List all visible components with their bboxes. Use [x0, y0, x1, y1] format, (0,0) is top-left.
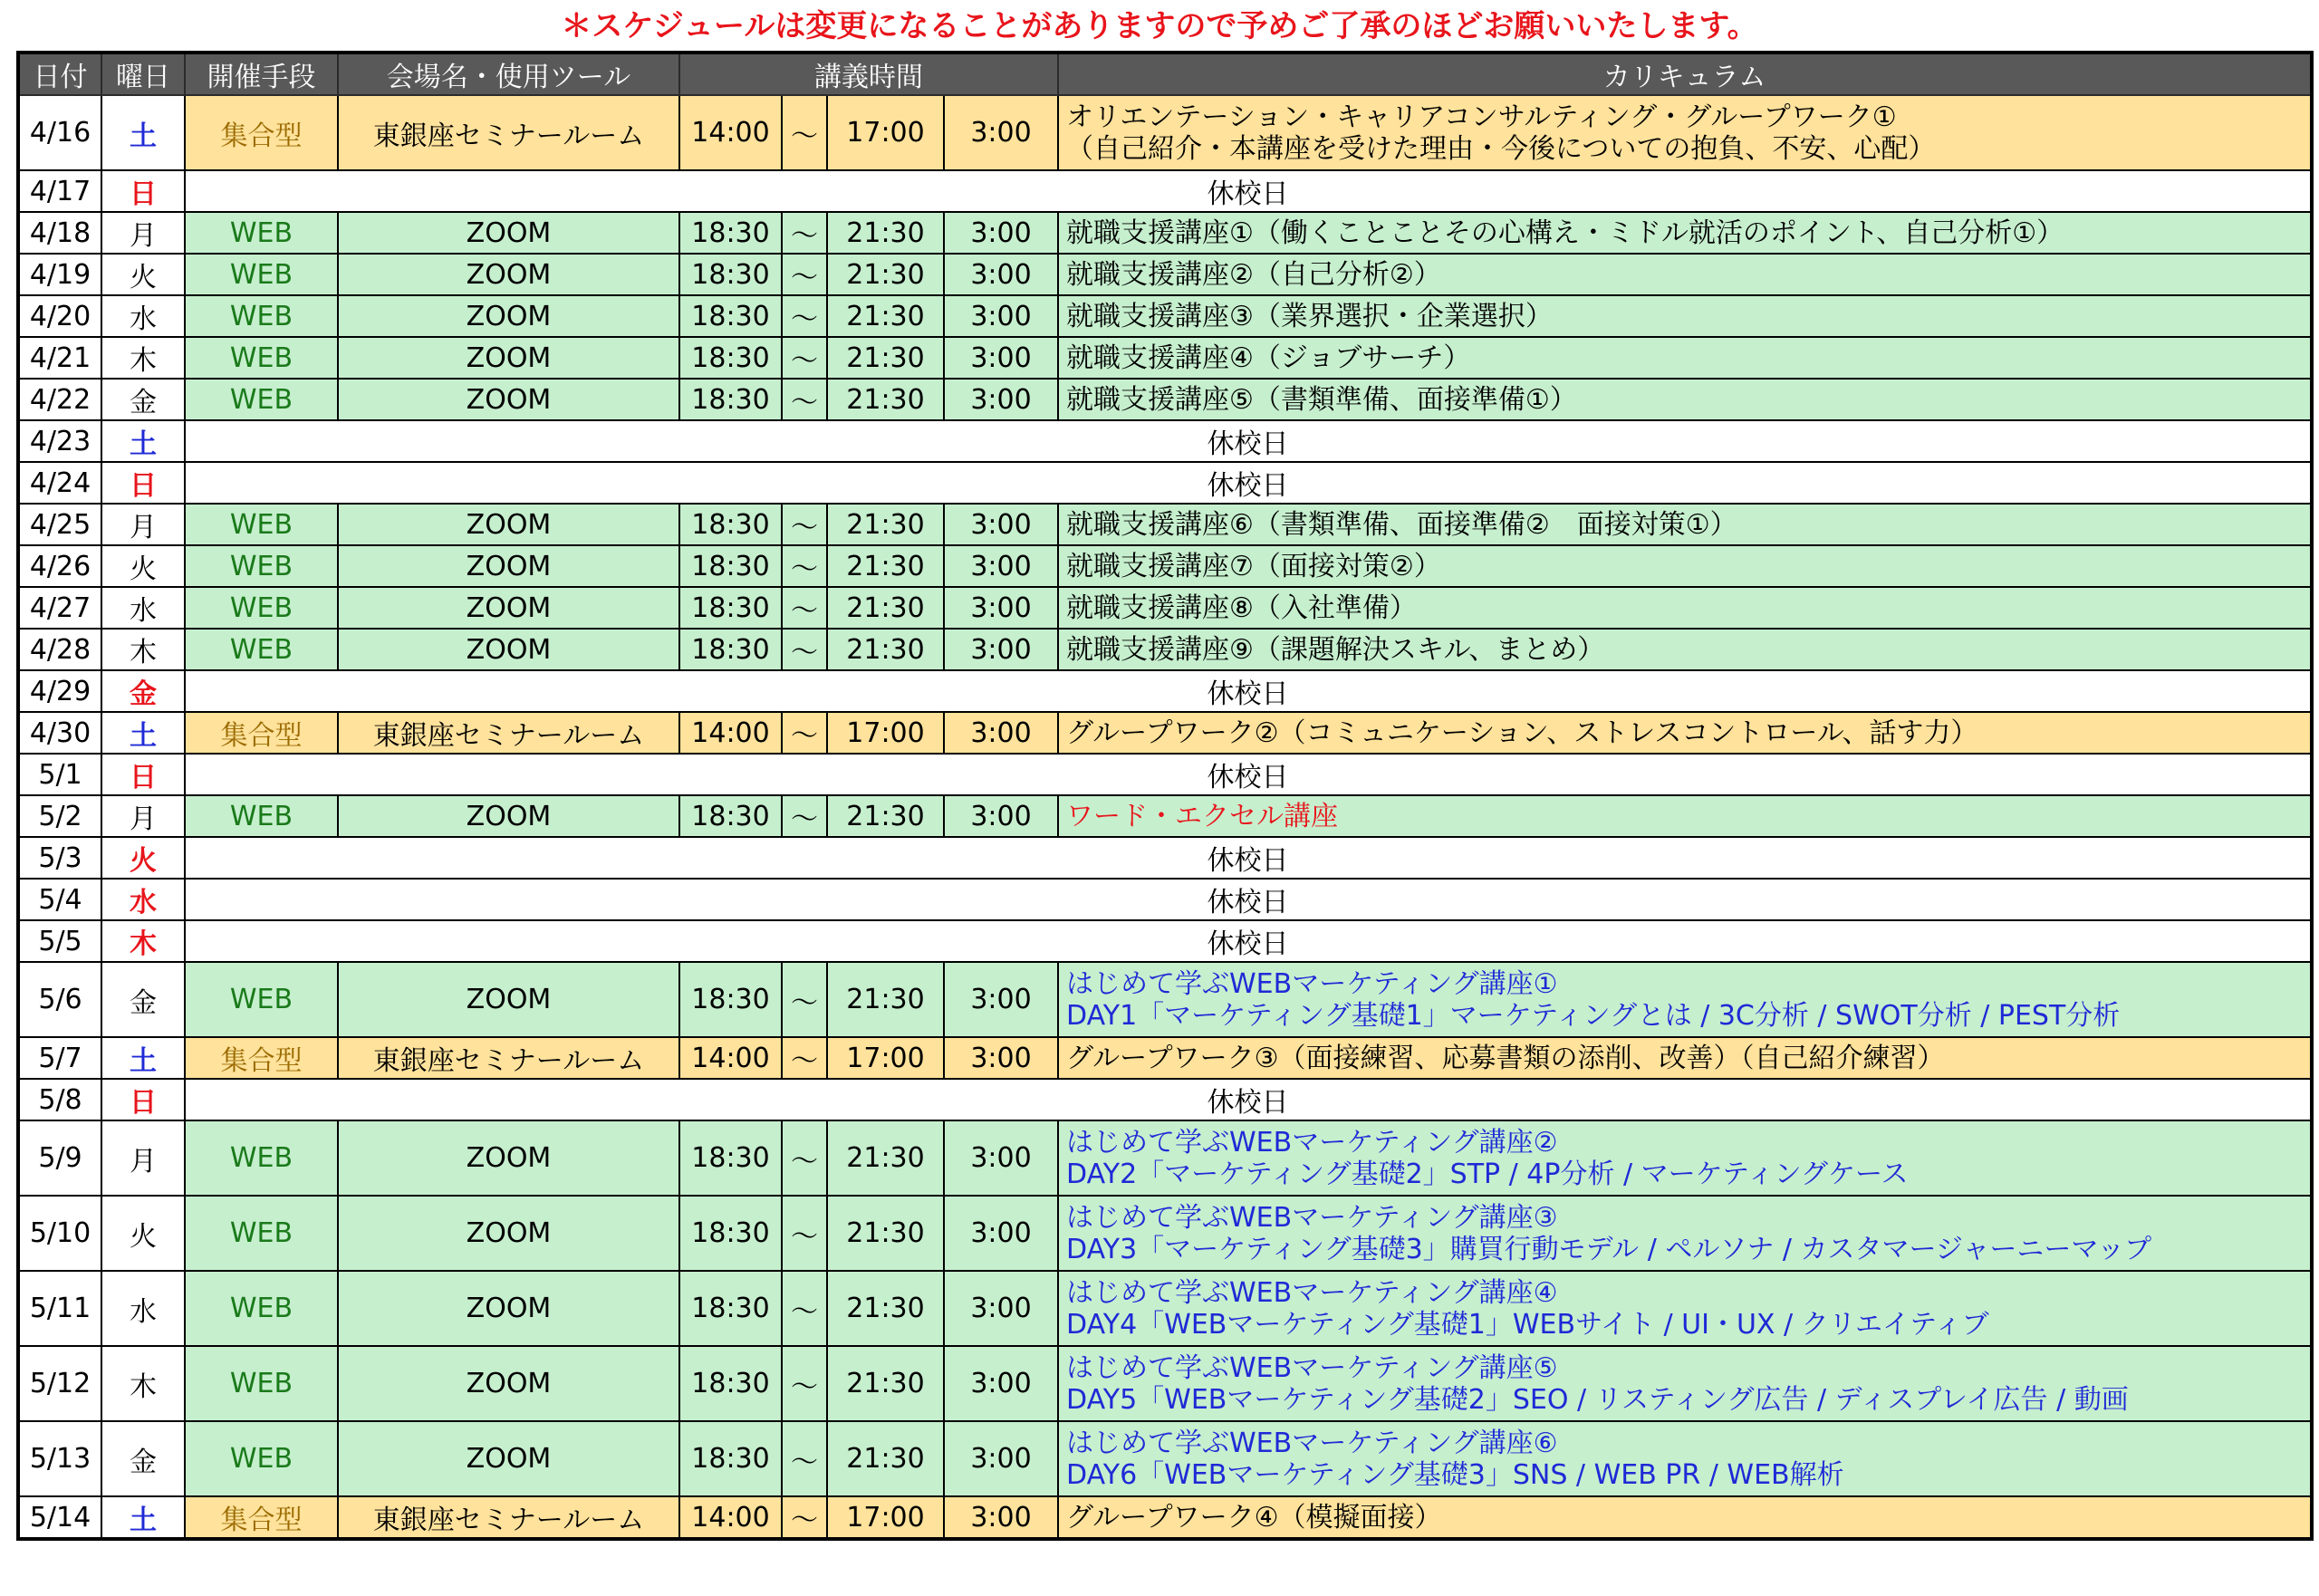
row-end-time: 21:30: [827, 504, 944, 545]
row-duration: 3:00: [944, 795, 1058, 837]
row-day: 土: [101, 1037, 185, 1079]
row-end-time: 17:00: [827, 1496, 944, 1539]
row-date: 5/10: [18, 1196, 101, 1271]
row-start-time: 14:00: [679, 1037, 782, 1079]
row-venue: 東銀座セミナールーム: [338, 1496, 679, 1539]
row-time-separator: ～: [782, 295, 827, 337]
curriculum-line: はじめて学ぶWEBマーケティング講座⑥: [1066, 1427, 1558, 1459]
row-method: WEB: [185, 962, 338, 1037]
table-row: [18, 295, 2312, 337]
row-duration: 3:00: [944, 337, 1058, 379]
row-end-time: 21:30: [827, 212, 944, 254]
row-duration: 3:00: [944, 629, 1058, 670]
row-method: 集合型: [185, 95, 338, 170]
table-row: [18, 337, 2312, 379]
schedule-change-notice: ＊スケジュールは変更になることがありますので予めご了承のほどお願いいたします。: [561, 8, 1758, 44]
table-row: [18, 1496, 2312, 1539]
row-method: WEB: [185, 295, 338, 337]
row-date: 4/27: [18, 587, 101, 629]
row-time-separator: ～: [782, 1346, 827, 1421]
row-start-time: 18:30: [679, 212, 782, 254]
row-method: WEB: [185, 337, 338, 379]
row-time-separator: ～: [782, 587, 827, 629]
curriculum-line: はじめて学ぶWEBマーケティング講座①: [1066, 967, 1558, 1000]
row-end-time: 21:30: [827, 379, 944, 420]
row-method: 集合型: [185, 1496, 338, 1539]
row-duration: 3:00: [944, 1421, 1058, 1496]
curriculum-line: DAY1「マーケティング基礎1」マーケティングとは / 3C分析 / SWOT分析 / PEST分析: [1066, 999, 2121, 1032]
table-row: [18, 795, 2312, 837]
row-curriculum: [1058, 1271, 2312, 1346]
row-day: 火: [101, 837, 185, 879]
row-date: 4/19: [18, 254, 101, 295]
row-method: WEB: [185, 254, 338, 295]
row-day: 土: [101, 1496, 185, 1539]
row-duration: 3:00: [944, 1037, 1058, 1079]
table-row: [18, 1421, 2312, 1496]
row-day: 火: [101, 545, 185, 587]
row-start-time: 18:30: [679, 587, 782, 629]
row-method: WEB: [185, 1346, 338, 1421]
row-date: 4/20: [18, 295, 101, 337]
row-venue: ZOOM: [338, 1346, 679, 1421]
row-day: 日: [101, 1079, 185, 1120]
row-venue: ZOOM: [338, 337, 679, 379]
row-end-time: 21:30: [827, 1271, 944, 1346]
row-start-time: 18:30: [679, 1271, 782, 1346]
row-end-time: 21:30: [827, 629, 944, 670]
row-end-time: 17:00: [827, 95, 944, 170]
row-venue: ZOOM: [338, 795, 679, 837]
curriculum-line: 就職支援講座③（業界選択・企業選択）: [1066, 300, 1553, 332]
row-date: 4/23: [18, 420, 101, 462]
holiday-cell: 休校日: [185, 1079, 2312, 1120]
row-curriculum: [1058, 545, 2312, 587]
schedule-body: [18, 95, 2312, 1539]
table-row: [18, 754, 2312, 795]
row-duration: 3:00: [944, 587, 1058, 629]
curriculum-line: DAY3「マーケティング基礎3」購買行動モデル / ペルソナ / カスタマージャーニーマップ: [1066, 1233, 2152, 1265]
row-day: 火: [101, 254, 185, 295]
row-date: 4/25: [18, 504, 101, 545]
row-end-time: 21:30: [827, 545, 944, 587]
row-venue: ZOOM: [338, 254, 679, 295]
row-date: 4/28: [18, 629, 101, 670]
row-method: WEB: [185, 1120, 338, 1196]
holiday-cell: 休校日: [185, 879, 2312, 920]
row-venue: ZOOM: [338, 962, 679, 1037]
row-day: 木: [101, 337, 185, 379]
row-date: 5/9: [18, 1120, 101, 1196]
row-curriculum: [1058, 1196, 2312, 1271]
header-row: [18, 53, 2312, 95]
row-start-time: 18:30: [679, 1196, 782, 1271]
table-row: [18, 1037, 2312, 1079]
table-row: [18, 170, 2312, 212]
table-row: [18, 1196, 2312, 1271]
row-date: 5/1: [18, 754, 101, 795]
row-date: 4/18: [18, 212, 101, 254]
row-curriculum: [1058, 1120, 2312, 1196]
row-start-time: 18:30: [679, 1346, 782, 1421]
row-venue: ZOOM: [338, 1421, 679, 1496]
row-day: 木: [101, 1346, 185, 1421]
curriculum-line: はじめて学ぶWEBマーケティング講座②: [1066, 1126, 1558, 1159]
table-row: [18, 462, 2312, 504]
curriculum-line: 就職支援講座⑨（課題解決スキル、まとめ）: [1066, 633, 1605, 666]
holiday-cell: 休校日: [185, 754, 2312, 795]
row-curriculum: [1058, 1037, 2312, 1079]
row-date: 5/11: [18, 1271, 101, 1346]
holiday-cell: 休校日: [185, 920, 2312, 962]
row-date: 4/26: [18, 545, 101, 587]
curriculum-line: 就職支援講座④（ジョブサーチ）: [1066, 341, 1471, 374]
row-day: 金: [101, 379, 185, 420]
row-method: WEB: [185, 504, 338, 545]
row-day: 月: [101, 795, 185, 837]
row-start-time: 14:00: [679, 95, 782, 170]
row-start-time: 18:30: [679, 295, 782, 337]
row-day: 土: [101, 420, 185, 462]
row-end-time: 21:30: [827, 254, 944, 295]
row-method: WEB: [185, 379, 338, 420]
curriculum-line: DAY6「WEBマーケティング基礎3」SNS / WEB PR / WEB解析: [1066, 1458, 1844, 1491]
row-duration: 3:00: [944, 545, 1058, 587]
row-time-separator: ～: [782, 1421, 827, 1496]
row-date: 5/4: [18, 879, 101, 920]
row-venue: ZOOM: [338, 1196, 679, 1271]
row-duration: 3:00: [944, 1346, 1058, 1421]
row-date: 5/8: [18, 1079, 101, 1120]
row-time-separator: ～: [782, 1120, 827, 1196]
holiday-cell: 休校日: [185, 170, 2312, 212]
row-end-time: 21:30: [827, 962, 944, 1037]
row-date: 5/13: [18, 1421, 101, 1496]
row-time-separator: ～: [782, 795, 827, 837]
curriculum-line: はじめて学ぶWEBマーケティング講座③: [1066, 1201, 1558, 1234]
schedule-table: [16, 51, 2314, 1541]
row-time-separator: ～: [782, 212, 827, 254]
table-row: [18, 1346, 2312, 1421]
row-day: 日: [101, 754, 185, 795]
row-curriculum: [1058, 629, 2312, 670]
row-day: 月: [101, 212, 185, 254]
row-curriculum: [1058, 337, 2312, 379]
holiday-cell: 休校日: [185, 837, 2312, 879]
row-duration: 3:00: [944, 1271, 1058, 1346]
row-day: 金: [101, 670, 185, 712]
row-duration: 3:00: [944, 254, 1058, 295]
row-duration: 3:00: [944, 1120, 1058, 1196]
row-day: 火: [101, 1196, 185, 1271]
curriculum-line: DAY4「WEBマーケティング基礎1」WEBサイト / UI・UX / クリエイティブ: [1066, 1308, 1989, 1341]
curriculum-line: はじめて学ぶWEBマーケティング講座⑤: [1066, 1351, 1558, 1384]
row-method: WEB: [185, 587, 338, 629]
header-venue: 会場名・使用ツール: [338, 53, 679, 95]
row-day: 水: [101, 587, 185, 629]
table-row: [18, 1079, 2312, 1120]
table-row: [18, 629, 2312, 670]
row-time-separator: ～: [782, 1037, 827, 1079]
row-method: WEB: [185, 1196, 338, 1271]
row-date: 5/6: [18, 962, 101, 1037]
row-duration: 3:00: [944, 212, 1058, 254]
row-curriculum: [1058, 712, 2312, 754]
holiday-cell: 休校日: [185, 462, 2312, 504]
row-start-time: 18:30: [679, 1120, 782, 1196]
row-method: WEB: [185, 545, 338, 587]
row-end-time: 21:30: [827, 295, 944, 337]
row-time-separator: ～: [782, 1196, 827, 1271]
row-end-time: 21:30: [827, 1421, 944, 1496]
table-row: [18, 1120, 2312, 1196]
row-time-separator: ～: [782, 95, 827, 170]
curriculum-line: オリエンテーション・キャリアコンサルティング・グループワーク①: [1066, 101, 1897, 133]
row-venue: ZOOM: [338, 587, 679, 629]
row-date: 4/24: [18, 462, 101, 504]
row-venue: 東銀座セミナールーム: [338, 95, 679, 170]
row-venue: ZOOM: [338, 295, 679, 337]
row-duration: 3:00: [944, 295, 1058, 337]
row-day: 木: [101, 629, 185, 670]
table-row: [18, 379, 2312, 420]
curriculum-line: ワード・エクセル講座: [1066, 800, 1338, 832]
curriculum-line: 就職支援講座⑤（書類準備、面接準備①）: [1066, 383, 1577, 416]
row-start-time: 18:30: [679, 629, 782, 670]
row-time-separator: ～: [782, 629, 827, 670]
row-start-time: 18:30: [679, 962, 782, 1037]
row-date: 5/12: [18, 1346, 101, 1421]
curriculum-line: グループワーク④（模擬面接）: [1066, 1501, 1442, 1534]
curriculum-line: 就職支援講座②（自己分析②）: [1066, 258, 1441, 291]
header-day: 曜日: [101, 53, 185, 95]
row-duration: 3:00: [944, 1496, 1058, 1539]
row-method: WEB: [185, 1271, 338, 1346]
row-time-separator: ～: [782, 379, 827, 420]
header-date: 日付: [18, 53, 101, 95]
table-row: [18, 712, 2312, 754]
row-time-separator: ～: [782, 1271, 827, 1346]
row-duration: 3:00: [944, 504, 1058, 545]
row-duration: 3:00: [944, 962, 1058, 1037]
row-date: 5/2: [18, 795, 101, 837]
curriculum-line: はじめて学ぶWEBマーケティング講座④: [1066, 1276, 1558, 1309]
table-row: [18, 962, 2312, 1037]
row-curriculum: [1058, 504, 2312, 545]
row-end-time: 21:30: [827, 795, 944, 837]
row-date: 5/14: [18, 1496, 101, 1539]
row-curriculum: [1058, 295, 2312, 337]
row-method: WEB: [185, 1421, 338, 1496]
holiday-cell: 休校日: [185, 420, 2312, 462]
row-curriculum: [1058, 1421, 2312, 1496]
row-day: 日: [101, 170, 185, 212]
curriculum-line: 就職支援講座⑦（面接対策②）: [1066, 550, 1441, 582]
row-day: 土: [101, 95, 185, 170]
header-time: 講義時間: [679, 53, 1058, 95]
row-curriculum: [1058, 95, 2312, 170]
row-date: 4/29: [18, 670, 101, 712]
row-method: 集合型: [185, 1037, 338, 1079]
row-start-time: 18:30: [679, 254, 782, 295]
row-curriculum: [1058, 254, 2312, 295]
table-row: [18, 879, 2312, 920]
row-day: 金: [101, 962, 185, 1037]
row-date: 4/16: [18, 95, 101, 170]
table-row: [18, 254, 2312, 295]
row-duration: 3:00: [944, 1196, 1058, 1271]
row-day: 木: [101, 920, 185, 962]
row-date: 4/30: [18, 712, 101, 754]
row-venue: ZOOM: [338, 629, 679, 670]
row-method: WEB: [185, 212, 338, 254]
table-row: [18, 1271, 2312, 1346]
holiday-cell: 休校日: [185, 670, 2312, 712]
row-time-separator: ～: [782, 504, 827, 545]
row-time-separator: ～: [782, 545, 827, 587]
row-time-separator: ～: [782, 254, 827, 295]
row-venue: ZOOM: [338, 1120, 679, 1196]
row-end-time: 17:00: [827, 1037, 944, 1079]
row-venue: 東銀座セミナールーム: [338, 1037, 679, 1079]
table-row: [18, 95, 2312, 170]
row-time-separator: ～: [782, 962, 827, 1037]
row-method: 集合型: [185, 712, 338, 754]
row-day: 金: [101, 1421, 185, 1496]
row-curriculum: [1058, 587, 2312, 629]
table-row: [18, 504, 2312, 545]
row-date: 5/7: [18, 1037, 101, 1079]
row-end-time: 17:00: [827, 712, 944, 754]
table-row: [18, 670, 2312, 712]
row-day: 水: [101, 295, 185, 337]
curriculum-line: 就職支援講座①（働くことことその心構え・ミドル就活のポイント、自己分析①）: [1066, 216, 2064, 249]
row-venue: ZOOM: [338, 379, 679, 420]
row-end-time: 21:30: [827, 1346, 944, 1421]
row-date: 4/17: [18, 170, 101, 212]
header-method: 開催手段: [185, 53, 338, 95]
row-duration: 3:00: [944, 712, 1058, 754]
row-date: 4/21: [18, 337, 101, 379]
row-start-time: 14:00: [679, 1496, 782, 1539]
header-curriculum: カリキュラム: [1058, 53, 2312, 95]
row-start-time: 18:30: [679, 504, 782, 545]
row-day: 日: [101, 462, 185, 504]
row-date: 5/5: [18, 920, 101, 962]
curriculum-line: （自己紹介・本講座を受けた理由・今後についての抱負、不安、心配）: [1066, 132, 1936, 165]
table-row: [18, 212, 2312, 254]
row-end-time: 21:30: [827, 337, 944, 379]
row-start-time: 18:30: [679, 337, 782, 379]
row-start-time: 18:30: [679, 795, 782, 837]
row-start-time: 18:30: [679, 1421, 782, 1496]
row-day: 月: [101, 1120, 185, 1196]
table-row: [18, 920, 2312, 962]
row-venue: ZOOM: [338, 1271, 679, 1346]
row-start-time: 14:00: [679, 712, 782, 754]
row-date: 4/22: [18, 379, 101, 420]
curriculum-line: 就職支援講座⑧（入社準備）: [1066, 591, 1417, 624]
row-day: 水: [101, 879, 185, 920]
row-curriculum: [1058, 962, 2312, 1037]
row-venue: ZOOM: [338, 212, 679, 254]
row-duration: 3:00: [944, 379, 1058, 420]
row-venue: ZOOM: [338, 504, 679, 545]
row-end-time: 21:30: [827, 587, 944, 629]
curriculum-line: グループワーク③（面接練習、応募書類の添削、改善）（自己紹介練習）: [1066, 1042, 1945, 1074]
curriculum-line: DAY5「WEBマーケティング基礎2」SEO / リスティング広告 / ディスプレイ広告 / 動画: [1066, 1383, 2129, 1416]
row-time-separator: ～: [782, 712, 827, 754]
row-end-time: 21:30: [827, 1196, 944, 1271]
row-start-time: 18:30: [679, 545, 782, 587]
table-row: [18, 545, 2312, 587]
table-row: [18, 837, 2312, 879]
row-date: 5/3: [18, 837, 101, 879]
row-day: 水: [101, 1271, 185, 1346]
curriculum-line: 就職支援講座⑥（書類準備、面接準備② 面接対策①）: [1066, 508, 1737, 541]
row-method: WEB: [185, 795, 338, 837]
row-curriculum: [1058, 379, 2312, 420]
row-duration: 3:00: [944, 95, 1058, 170]
row-time-separator: ～: [782, 1496, 827, 1539]
row-day: 月: [101, 504, 185, 545]
row-venue: 東銀座セミナールーム: [338, 712, 679, 754]
row-time-separator: ～: [782, 337, 827, 379]
row-venue: ZOOM: [338, 545, 679, 587]
curriculum-line: グループワーク②（コミュニケーション、ストレスコントロール、話す力）: [1066, 716, 1978, 749]
table-row: [18, 587, 2312, 629]
row-curriculum: [1058, 795, 2312, 837]
row-start-time: 18:30: [679, 379, 782, 420]
row-curriculum: [1058, 1496, 2312, 1539]
row-method: WEB: [185, 629, 338, 670]
table-row: [18, 420, 2312, 462]
row-end-time: 21:30: [827, 1120, 944, 1196]
curriculum-line: DAY2「マーケティング基礎2」STP / 4P分析 / マーケティングケース: [1066, 1158, 1909, 1190]
row-day: 土: [101, 712, 185, 754]
row-curriculum: [1058, 212, 2312, 254]
row-curriculum: [1058, 1346, 2312, 1421]
